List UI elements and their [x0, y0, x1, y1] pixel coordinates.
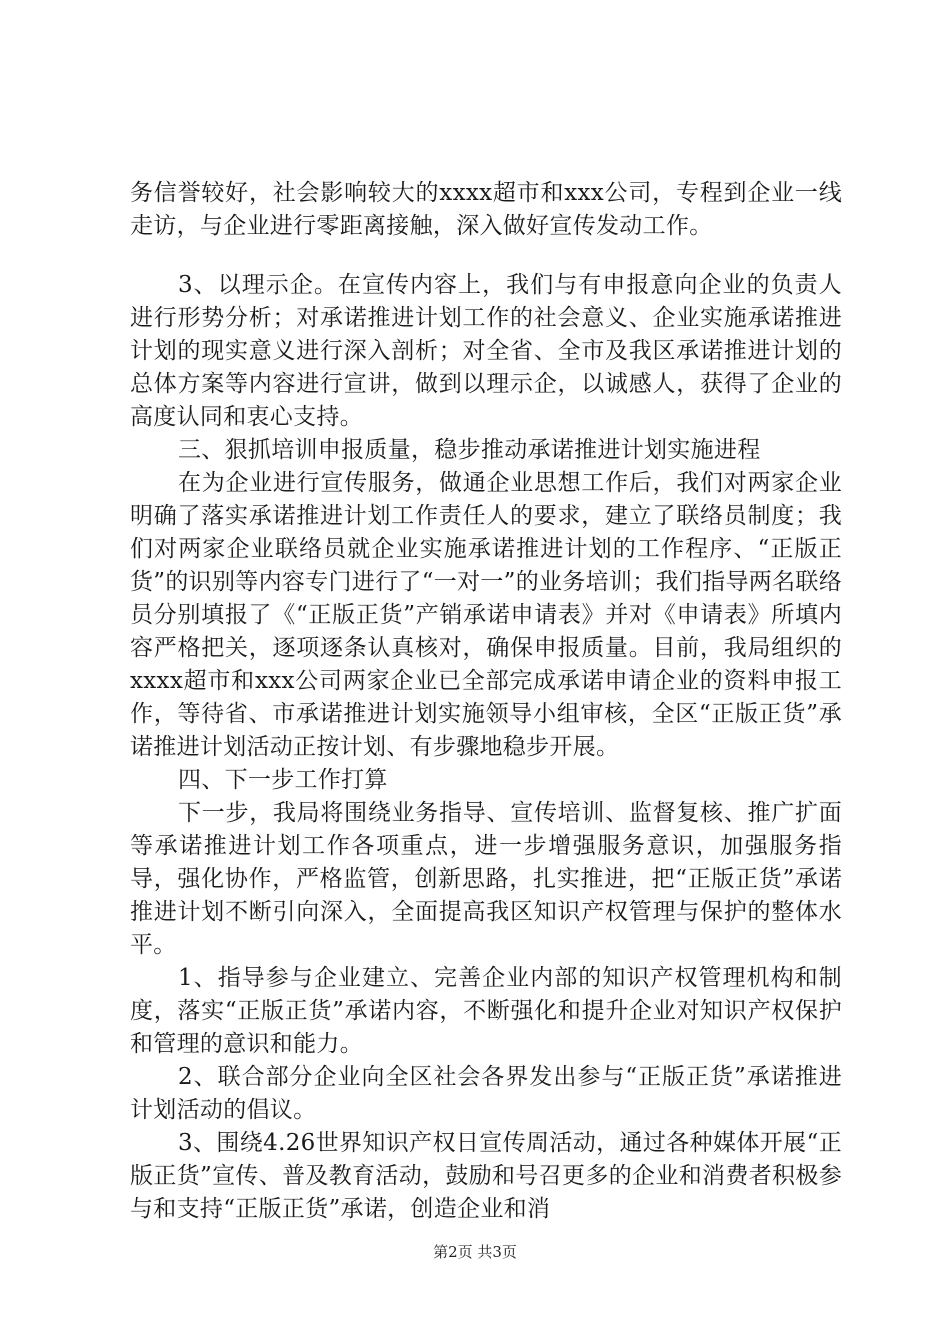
document-body — [130, 177, 842, 1226]
paragraph-item-3-reasoning: 3、以理示企。在宣传内容上，我们与有申报意向企业的负责人进行形势分析；对承诺推进计划工作的社会意义、企业实施承诺推进计划的现实意义进行深入剖析；对全省、全市及我区承诺推进计划的总体方案等内容进行宣讲，做到以理示企，以诚感人，获得了企业的高度认同和衷心支持。 — [130, 272, 842, 430]
section-heading-3: 三、狠抓培训申报质量，稳步推动承诺推进计划实施进程 — [178, 437, 761, 463]
page-number: 第2页 共3页 — [433, 1243, 517, 1261]
paragraph-training: 在为企业进行宣传服务，做通企业思想工作后，我们对两家企业明确了落实承诺推进计划工作责任人的要求，建立了联络员制度；我们对两家企业联络员就企业实施承诺推进计划的工作程序、“正版正货”的识别等内容专门进行了“一对一”的业务培训；我们指导两名联络员分别填报了《“正版正货”产销承诺申请表》并对《申请表》所填内容严格把关，逐项逐条认真核对，确保申报质量。目前，我局组织的xxxx超市和xxx公司两家企业已全部完成承诺申请企业的资料申报工作，等待省、市承诺推进计划实施领导小组审核，全区“正版正货”承诺推进计划活动正按计划、有步骤地稳步开展。 — [130, 470, 842, 760]
list-item-1: 1、指导参与企业建立、完善企业内部的知识产权管理机构和制度，落实“正版正货”承诺内容，不断强化和提升企业对知识产权保护和管理的意识和能力。 — [130, 965, 842, 1057]
list-item-3: 3、围绕4.26世界知识产权日宣传周活动，通过各种媒体开展“正版正货”宣传、普及教育活动，鼓励和号召更多的企业和消费者积极参与和支持“正版正货”承诺，创造企业和消 — [130, 1130, 842, 1222]
section-heading-4: 四、下一步工作打算 — [178, 767, 388, 793]
paragraph-continuation: 务信誉较好，社会影响较大的xxxx超市和xxx公司，专程到企业一线走访，与企业进行零距离接触，深入做好宣传发动工作。 — [130, 180, 842, 239]
paragraph-next-steps: 下一步，我局将围绕业务指导、宣传培训、监督复核、推广扩面等承诺推进计划工作各项重点，进一步增强服务意识，加强服务指导，强化协作，严格监管，创新思路，扎实推进，把“正版正货”承诺推进计划不断引向深入，全面提高我区知识产权管理与保护的整体水平。 — [130, 800, 842, 958]
list-item-2: 2、联合部分企业向全区社会各界发出参与“正版正货”承诺推进计划活动的倡议。 — [130, 1064, 842, 1123]
